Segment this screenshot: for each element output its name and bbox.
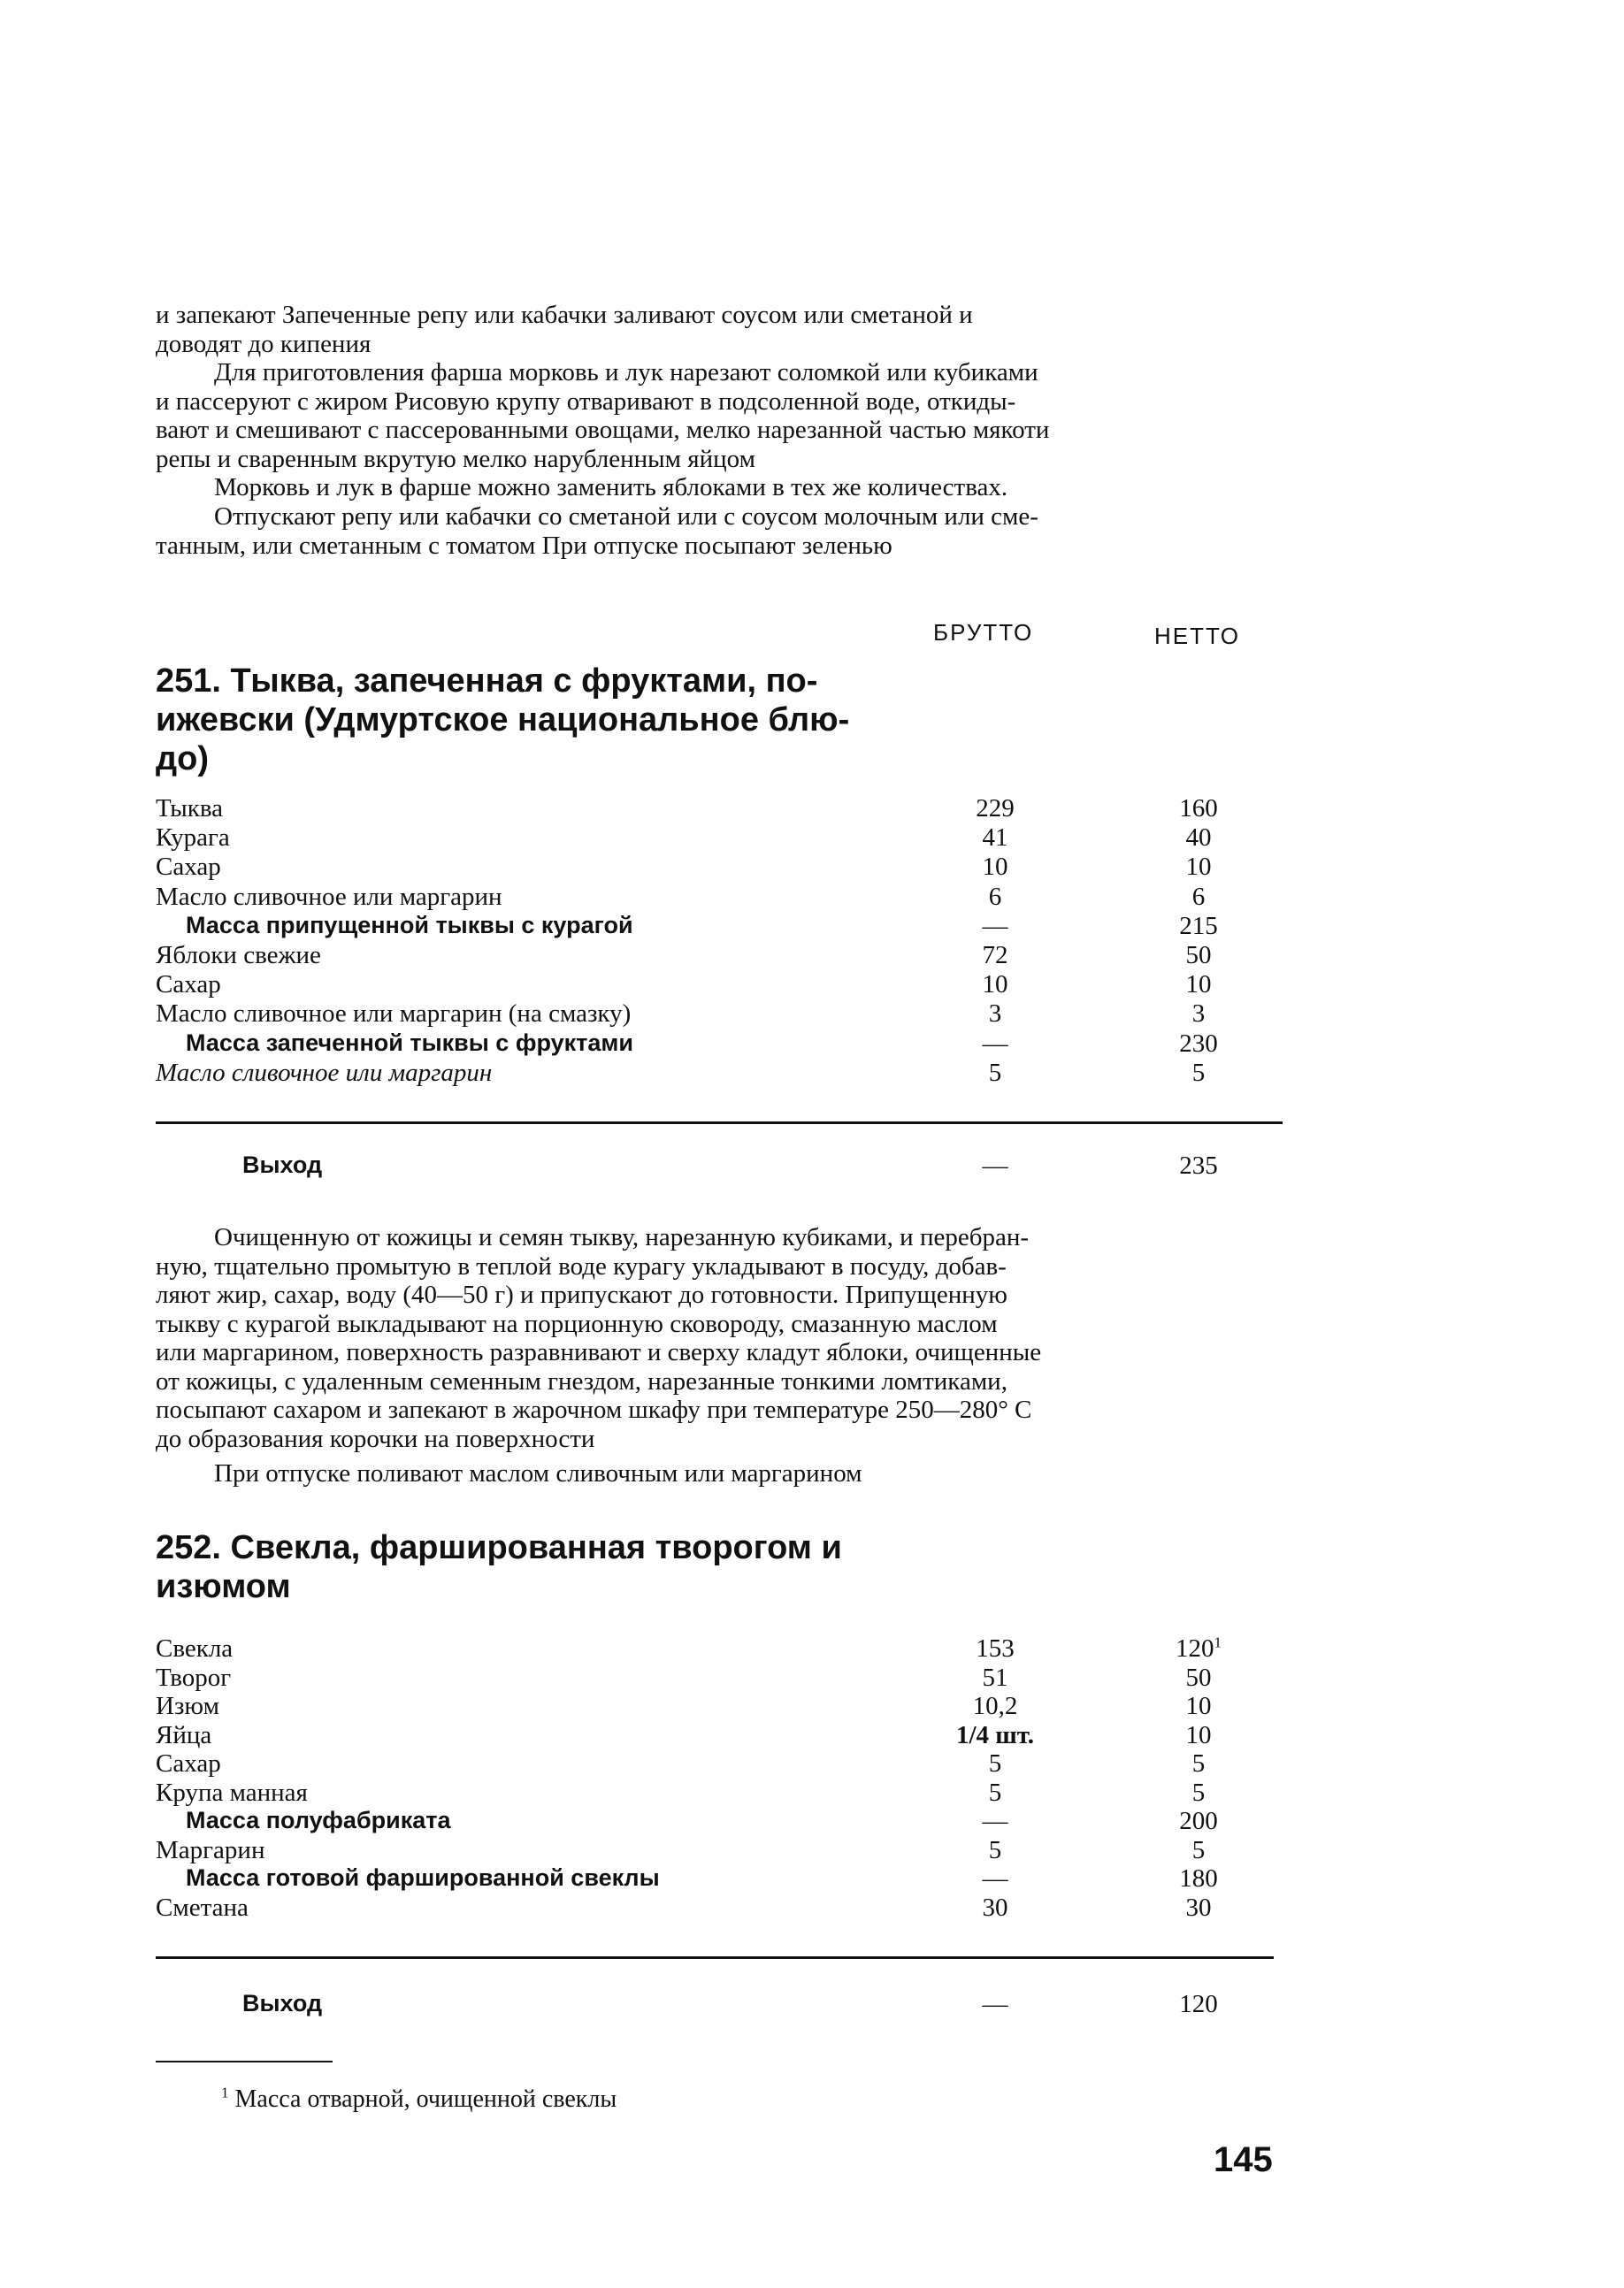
brutto-value: 10,2 xyxy=(972,1692,1018,1720)
text-line: и пассеруют с жиром Рисовую крупу отваривают в подсоленной воде, откиды- xyxy=(156,386,1016,416)
brutto-value: — xyxy=(982,911,1008,940)
footnote-mark: 1 xyxy=(221,2084,229,2101)
netto-value: 3 xyxy=(1191,999,1206,1029)
intro-paragraph-4 xyxy=(156,502,1288,560)
yield-label: Выход xyxy=(242,1990,323,2016)
subtotal-row xyxy=(0,1864,1624,1894)
text-line: Для приготовления фарша морковь и лук нарезают соломкой или кубиками xyxy=(214,358,1038,386)
brutto-value: 153 xyxy=(976,1634,1015,1663)
ingredient-row xyxy=(0,1836,1624,1865)
netto-number: 120 xyxy=(1176,1634,1214,1663)
table-rule xyxy=(156,1956,1274,1959)
page-number: 145 xyxy=(1214,2140,1273,2179)
column-header-netto: НЕТТО xyxy=(1154,623,1240,649)
subtotal-row xyxy=(0,1029,1624,1059)
text-line: Отпускают репу или кабачки со сметаной или с соусом молочным или сме- xyxy=(214,502,1038,531)
netto-value: 30 xyxy=(1185,1893,1212,1922)
ingredient-name: Творог xyxy=(156,1663,232,1692)
brutto-value: — xyxy=(982,1029,1008,1058)
netto-value: 10 xyxy=(1185,853,1212,882)
netto-value: 5 xyxy=(1191,1749,1206,1778)
netto-value: 120 xyxy=(1179,1990,1218,2018)
brutto-value: 10 xyxy=(982,970,1008,999)
brutto-value: 6 xyxy=(988,882,1002,911)
recipe-251-serving xyxy=(156,1459,1288,1488)
ingredient-row xyxy=(0,1749,1624,1779)
subtotal-name: Масса запеченной тыквы с фруктами xyxy=(186,1029,633,1056)
subtotal-name: Масса готовой фаршированной свеклы xyxy=(186,1864,660,1891)
text-line: При отпуске поливают маслом сливочным или маргарином xyxy=(214,1459,862,1488)
netto-value: 40 xyxy=(1185,823,1212,853)
ingredient-name: Тыква xyxy=(156,794,224,823)
ingredient-name: Маргарин xyxy=(156,1835,265,1864)
text-line: тыкву с курагой выкладывают на порционную сковороду, смазанную маслом xyxy=(156,1309,998,1338)
brutto-value: 51 xyxy=(982,1663,1008,1692)
text-line: ную, тщательно промытую в теплой воде курагу укладывают в посуду, добав- xyxy=(156,1251,1007,1281)
title-line: до) xyxy=(156,740,209,777)
text-line: посыпают сахаром и запекают в жарочном шкафу при температуре 250—280° С xyxy=(156,1396,1032,1424)
yield-label: Выход xyxy=(242,1152,323,1178)
netto-value: 10 xyxy=(1185,1720,1212,1749)
brutto-value: 5 xyxy=(988,1835,1002,1864)
ingredient-row xyxy=(0,823,1624,853)
netto-value: 180 xyxy=(1179,1864,1218,1893)
recipe-251-ingredients xyxy=(0,794,1624,1088)
text-line: ляют жир, сахар, воду (40—50 г) и припускают до готовности. Припущенную xyxy=(156,1281,1007,1309)
netto-value: 5 xyxy=(1191,1835,1206,1864)
ingredient-row xyxy=(0,1721,1624,1750)
text-line: репы и сваренным вкрутую мелко нарубленным яйцом xyxy=(156,444,755,473)
table-rule xyxy=(156,1121,1283,1124)
brutto-value: 10 xyxy=(982,853,1008,882)
brutto-value: — xyxy=(982,1864,1008,1893)
subtotal-row xyxy=(0,912,1624,941)
text-line: и запекают Запеченные репу или кабачки заливают соусом или сметаной и xyxy=(156,301,973,329)
ingredient-row xyxy=(0,970,1624,999)
footnote xyxy=(221,2085,617,2114)
text-line: танным, или сметанным с томатом При отпуске посыпают зеленью xyxy=(156,531,892,560)
ingredient-row xyxy=(0,1664,1624,1693)
netto-value: 200 xyxy=(1179,1807,1218,1835)
netto-value: 230 xyxy=(1179,1029,1218,1058)
ingredient-row xyxy=(0,853,1624,882)
ingredient-name: Сахар xyxy=(156,1749,221,1778)
footnote-text: Масса отварной, очищенной свеклы xyxy=(234,2085,617,2113)
netto-value xyxy=(1141,1634,1256,1664)
text-line: от кожицы, с удаленным семенным гнездом, нарезанные тонкими ломтиками, xyxy=(156,1366,1007,1396)
brutto-value: 72 xyxy=(982,940,1008,969)
ingredient-name: Сметана xyxy=(156,1893,249,1922)
netto-value: 235 xyxy=(1179,1152,1218,1180)
ingredient-row xyxy=(0,1894,1624,1923)
text-line: до образования корочки на поверхности xyxy=(156,1424,595,1453)
ingredient-row xyxy=(0,1779,1624,1808)
recipe-251-method xyxy=(156,1223,1288,1453)
subtotal-name: Масса полуфабриката xyxy=(186,1807,451,1833)
subtotal-row xyxy=(0,1807,1624,1836)
brutto-value: 30 xyxy=(982,1893,1008,1922)
title-line: изюмом xyxy=(156,1568,291,1605)
footnote-mark: 1 xyxy=(1214,1634,1222,1651)
ingredient-name: Сахар xyxy=(156,853,221,882)
ingredient-name: Курага xyxy=(156,823,230,853)
ingredient-row xyxy=(0,1059,1624,1088)
ingredient-name: Крупа манная xyxy=(156,1778,308,1807)
recipe-252-title xyxy=(156,1528,881,1606)
footnote-rule xyxy=(156,2061,333,2062)
brutto-value: — xyxy=(982,1152,1008,1180)
ingredient-name: Яйца xyxy=(156,1720,212,1749)
brutto-value: 5 xyxy=(988,1778,1002,1807)
netto-value: 6 xyxy=(1191,882,1206,911)
brutto-value: 3 xyxy=(988,999,1002,1029)
netto-value: 160 xyxy=(1179,794,1218,823)
netto-value: 5 xyxy=(1191,1058,1206,1087)
subtotal-name: Масса припущенной тыквы с курагой xyxy=(186,911,633,938)
netto-value: 50 xyxy=(1185,1663,1212,1692)
column-header-brutto: БРУТТО xyxy=(933,619,1034,646)
netto-value: 10 xyxy=(1185,970,1212,999)
brutto-value: 5 xyxy=(988,1749,1002,1778)
ingredient-name: Масло сливочное или маргарин xyxy=(156,1058,493,1087)
ingredient-row xyxy=(0,1634,1624,1664)
brutto-value: 5 xyxy=(988,1058,1002,1087)
recipe-252-ingredients xyxy=(0,1634,1624,1922)
recipe-251-title xyxy=(156,662,881,778)
ingredient-name: Свекла xyxy=(156,1634,234,1663)
intro-paragraph-1 xyxy=(156,301,1288,358)
netto-value: 5 xyxy=(1191,1778,1206,1807)
ingredient-name: Масло сливочное или маргарин (на смазку) xyxy=(156,999,632,1029)
netto-value: 10 xyxy=(1185,1692,1212,1720)
title-line: 252. Свекла, фаршированная творогом и xyxy=(156,1529,842,1566)
text-line: Очищенную от кожицы и семян тыкву, нарезанную кубиками, и перебран- xyxy=(214,1223,1030,1251)
ingredient-name: Яблоки свежие xyxy=(156,940,321,969)
ingredient-row xyxy=(0,999,1624,1029)
brutto-value: — xyxy=(982,1807,1008,1835)
netto-value: 50 xyxy=(1185,940,1212,969)
title-line: ижевски (Удмуртское национальное блю- xyxy=(156,701,850,738)
text-line: доводят до кипения xyxy=(156,329,372,358)
ingredient-row xyxy=(0,794,1624,823)
ingredient-name: Сахар xyxy=(156,970,221,999)
text-line: или маргарином, поверхность разравнивают и сверху кладут яблоки, очищенные xyxy=(156,1338,1042,1366)
brutto-value: 41 xyxy=(982,823,1008,853)
ingredient-name: Масло сливочное или маргарин xyxy=(156,882,502,911)
ingredient-name: Изюм xyxy=(156,1692,220,1720)
title-line: 251. Тыква, запеченная с фруктами, по- xyxy=(156,662,818,700)
text-line: Морковь и лук в фарше можно заменить яблоками в тех же количествах. xyxy=(214,473,1008,501)
brutto-value: 229 xyxy=(976,794,1015,823)
netto-value: 215 xyxy=(1179,911,1218,940)
brutto-value: 1/4 шт. xyxy=(955,1720,1035,1749)
intro-paragraph-2 xyxy=(156,358,1288,473)
brutto-value: — xyxy=(982,1990,1008,2018)
text-line: вают и смешивают с пассерованными овощами, мелко нарезанной частью мякоти xyxy=(156,416,1050,444)
ingredient-row xyxy=(0,1692,1624,1721)
ingredient-row xyxy=(0,883,1624,912)
intro-paragraph-3 xyxy=(156,473,1288,502)
ingredient-row xyxy=(0,941,1624,970)
